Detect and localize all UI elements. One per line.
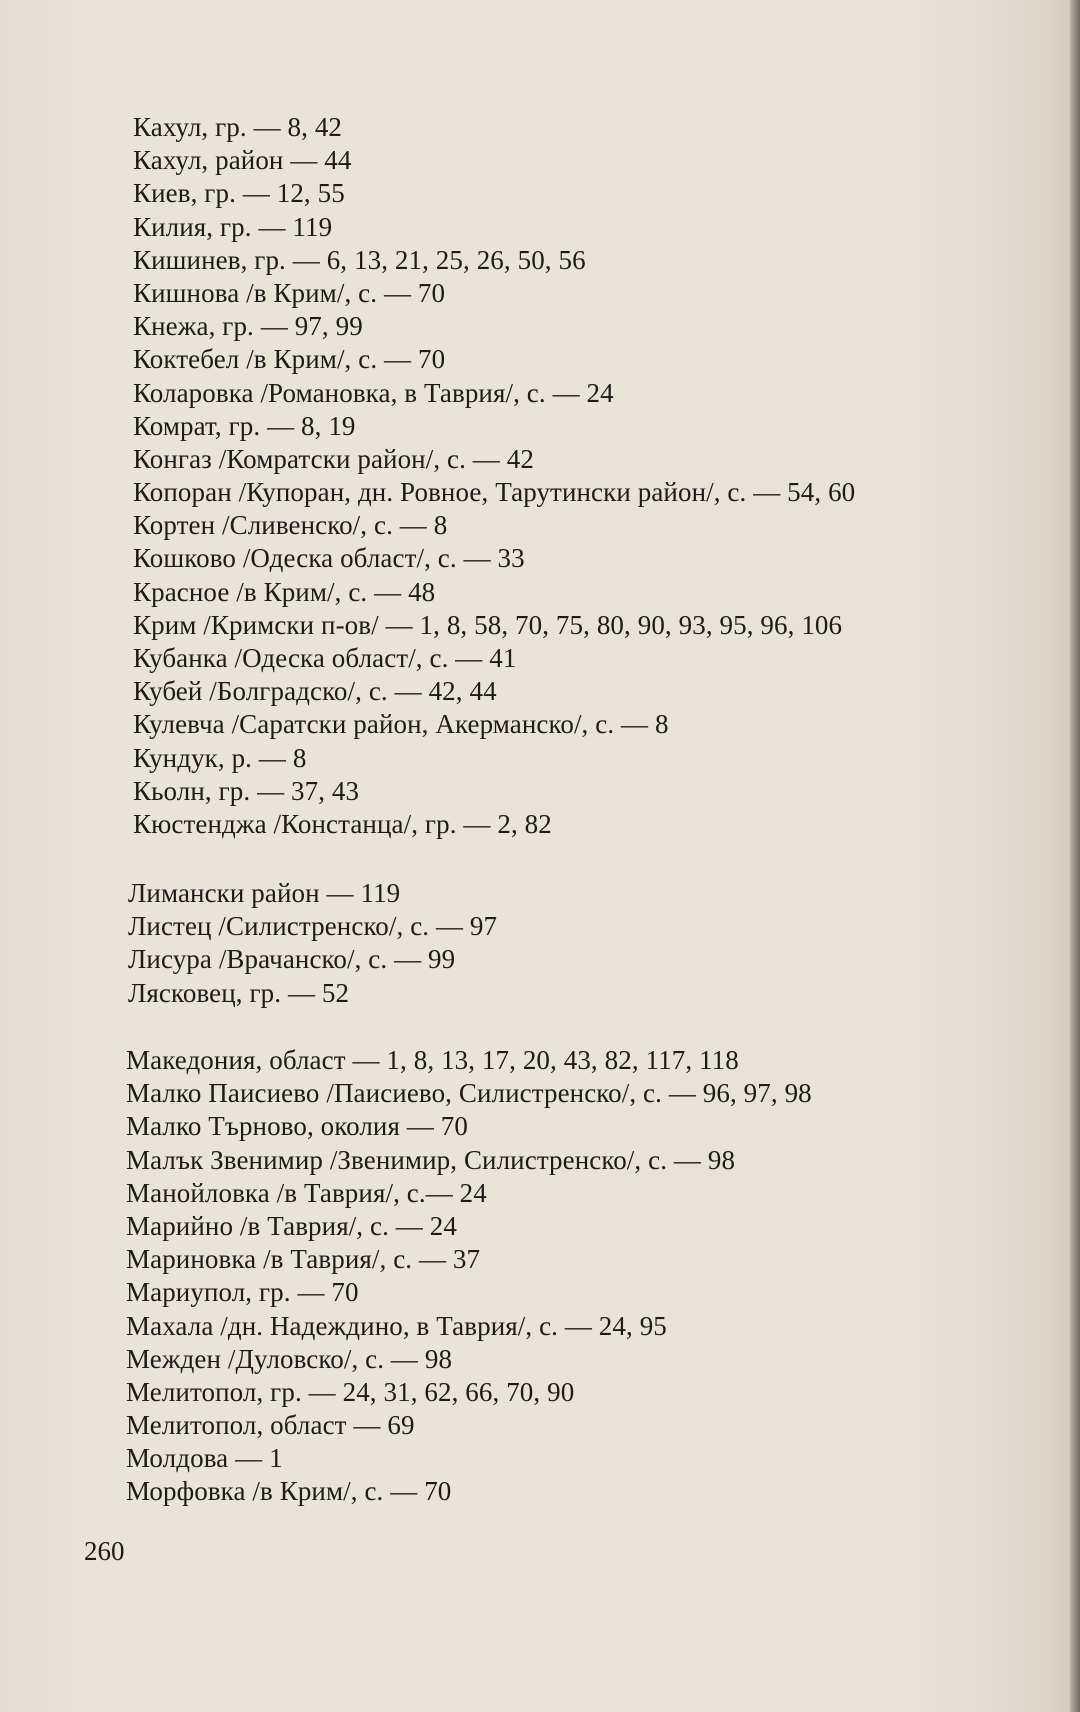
index-entry: Марийно /в Таврия/, с. — 24 xyxy=(126,1210,457,1241)
index-entry: Кошково /Одеска област/, с. — 33 xyxy=(133,543,525,574)
index-entry: Красное /в Крим/, с. — 48 xyxy=(133,576,436,607)
index-entry: Кюстенджа /Констанца/, гр. — 2, 82 xyxy=(133,808,552,839)
index-entry: Киев, гр. — 12, 55 xyxy=(133,178,345,209)
index-entry: Малък Звенимир /Звенимир, Силистренско/, с. — 98 xyxy=(126,1144,736,1175)
index-entry: Кахул, гр. — 8, 42 xyxy=(133,112,343,142)
index-entry: Малко Паисиево /Паисиево, Силистренско/, с. — 96, 97, 98 xyxy=(126,1078,812,1109)
page-edge-shadow xyxy=(1070,0,1080,1712)
index-entry: Кортен /Сливенско/, с. — 8 xyxy=(133,510,448,541)
index-entry: Кишнова /в Крим/, с. — 70 xyxy=(133,277,446,308)
index-entry: Молдова — 1 xyxy=(126,1443,283,1474)
index-entry: Коктебел /в Крим/, с. — 70 xyxy=(133,344,446,375)
page-number: 260 xyxy=(84,1536,125,1566)
index-entry: Махала /дн. Надеждино, в Таврия/, с. — 24, 95 xyxy=(126,1310,667,1341)
index-entry: Кьолн, гр. — 37, 43 xyxy=(133,775,360,806)
index-entry: Мариновка /в Таврия/, с. — 37 xyxy=(126,1244,481,1275)
index-entry: Македония, област — 1, 8, 13, 17, 20, 43, 82, 117, 118 xyxy=(126,1045,739,1075)
index-entry: Конгаз /Комратски район/, с. — 42 xyxy=(133,443,534,474)
index-entry: Мелитопол, гр. — 24, 31, 62, 66, 70, 90 xyxy=(126,1376,575,1407)
index-entry: Лясковец, гр. — 52 xyxy=(128,977,350,1008)
index-entry: Лимански район — 119 xyxy=(128,878,401,908)
index-section-m xyxy=(126,1044,812,1509)
index-entry: Коларовка /Романовка, в Таврия/, с. — 24 xyxy=(133,377,614,408)
index-entry: Лисура /Врачанско/, с. — 99 xyxy=(128,944,456,975)
index-entry: Листец /Силистренско/, с. — 97 xyxy=(128,911,498,942)
index-entry: Кубанка /Одеска област/, с. — 41 xyxy=(133,643,517,673)
index-entry: Межден /Дуловско/, с. — 98 xyxy=(126,1343,453,1374)
index-entry: Копоран /Купоран, дн. Ровное, Тарутински район/, с. — 54, 60 xyxy=(133,477,856,508)
index-entry: Морфовка /в Крим/, с. — 70 xyxy=(126,1476,452,1507)
index-entry: Комрат, гр. — 8, 19 xyxy=(133,410,356,441)
index-section-l xyxy=(128,877,497,1010)
index-section-k xyxy=(133,111,855,841)
index-entry: Малко Търново, околия — 70 xyxy=(126,1111,468,1142)
index-entry: Кубей /Болградско/, с. — 42, 44 xyxy=(133,676,497,707)
index-entry: Мариупол, гр. — 70 xyxy=(126,1277,359,1308)
index-entry: Кундук, р. — 8 xyxy=(133,742,307,773)
index-entry: Манойловка /в Таврия/, с.— 24 xyxy=(126,1177,487,1208)
index-entry: Кулевча /Саратски район, Акерманско/, с. — 8 xyxy=(133,709,669,740)
index-entry: Мелитопол, област — 69 xyxy=(126,1410,415,1441)
index-entry: Кнежа, гр. — 97, 99 xyxy=(133,311,363,342)
index-entry: Килия, гр. — 119 xyxy=(133,211,333,242)
index-entry: Кишинев, гр. — 6, 13, 21, 25, 26, 50, 56 xyxy=(133,244,586,275)
index-entry: Кахул, район — 44 xyxy=(133,145,352,176)
index-entry: Крим /Кримски п-ов/ — 1, 8, 58, 70, 75, 80, 90, 93, 95, 96, 106 xyxy=(133,609,843,640)
